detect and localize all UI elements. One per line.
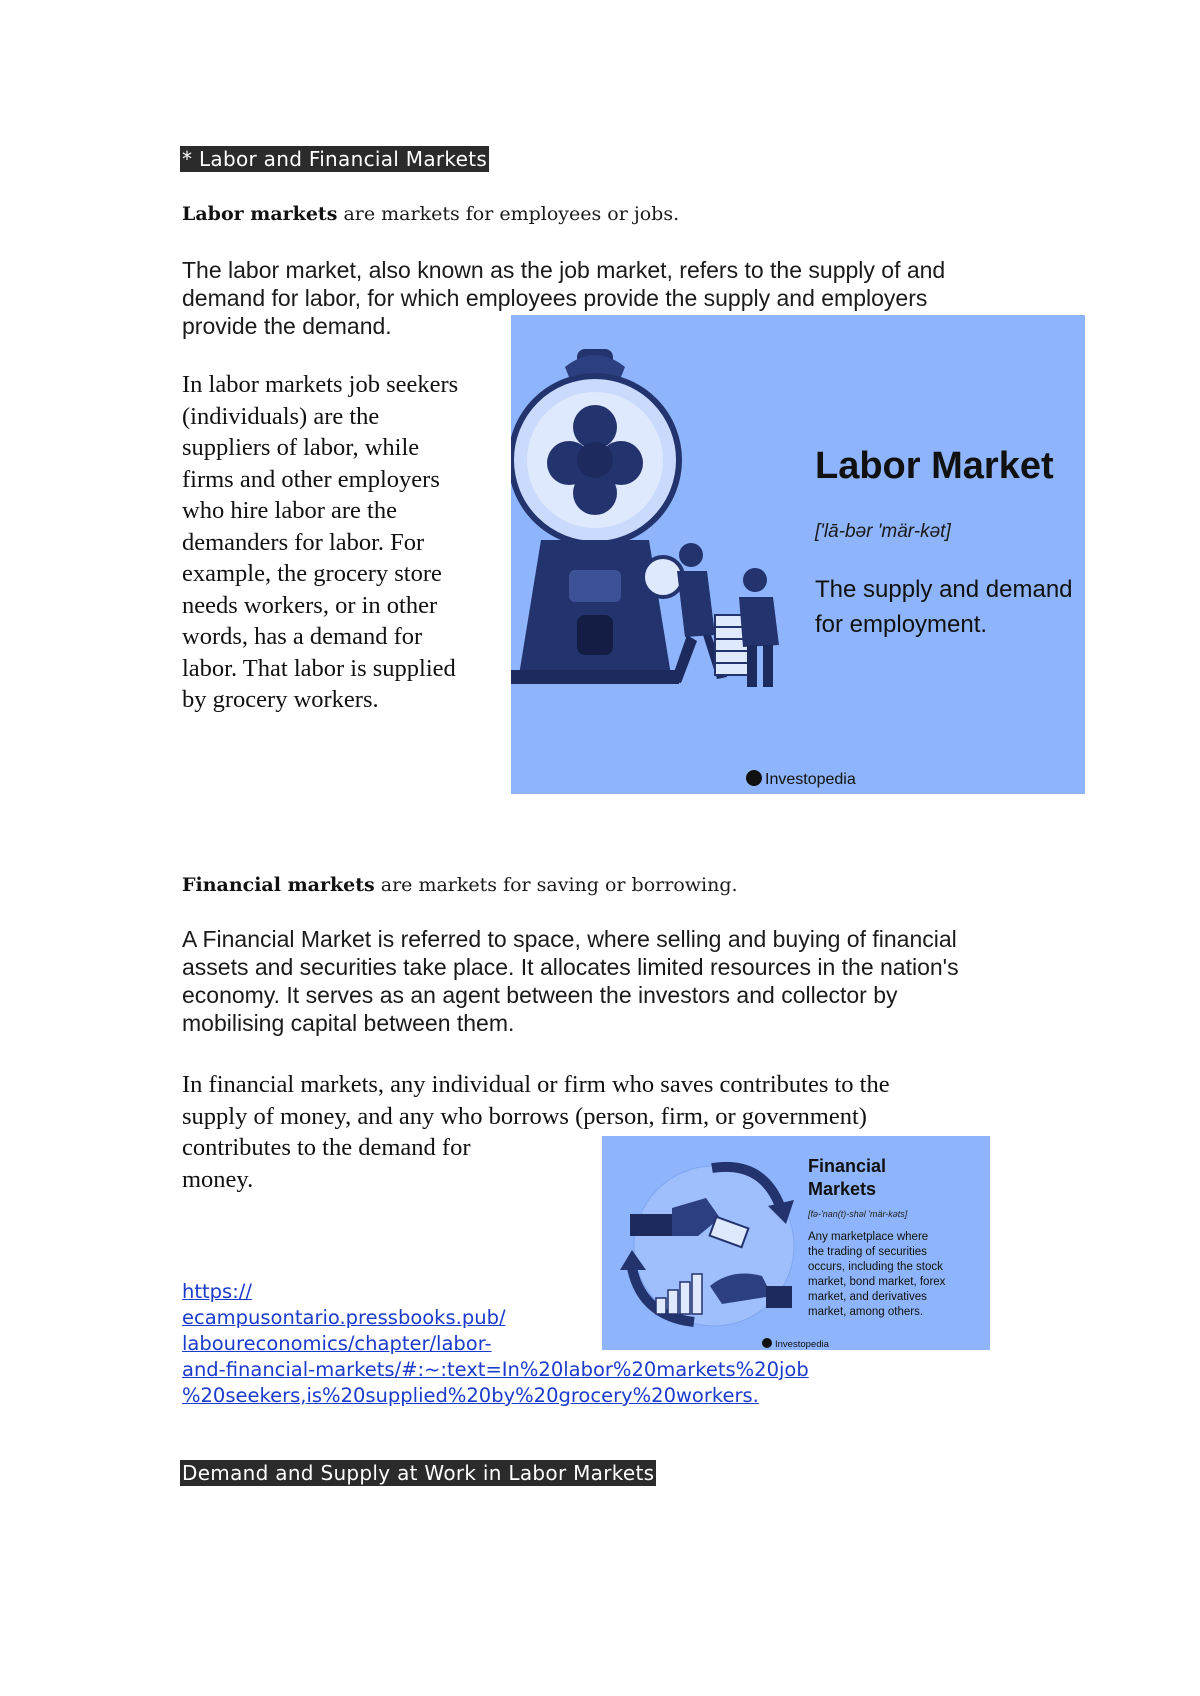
link-line[interactable]: and-financial-markets/#:~:text=In%20labor%20markets%20job (182, 1358, 809, 1381)
paragraph-line: suppliers of labor, while (182, 434, 420, 461)
link-line[interactable]: ecampusontario.pressbooks.pub/ (182, 1306, 506, 1329)
image-brand: Investopedia (775, 1339, 829, 1350)
paragraph-line: words, has a demand for (182, 623, 423, 650)
image-description-line: Any marketplace where (808, 1231, 929, 1243)
financial-market-paragraph (182, 925, 959, 1037)
image-title: Markets (808, 1179, 877, 1199)
section-heading-demand-supply: Demand and Supply at Work in Labor Markets (182, 1461, 655, 1485)
financial-markets-definition-text: are markets for saving or borrowing. (374, 874, 738, 896)
financial-markets-definition (182, 872, 738, 898)
labor-market-illustration (511, 315, 1085, 794)
paragraph-line: supply of money, and any who borrows (person, firm, or government) (182, 1102, 867, 1130)
image-description-line: market, among others. (808, 1306, 924, 1318)
image-title: Labor Market (815, 445, 1054, 487)
dollar-coin-icon (643, 557, 683, 597)
paragraph-line: demand for labor, for which employees provide the supply and employers (182, 285, 928, 311)
paragraph-line: The labor market, also known as the job market, refers to the supply of and (182, 257, 946, 283)
paragraph-line: A Financial Market is referred to space, where selling and buying of financial (182, 926, 957, 952)
link-line[interactable]: %20seekers,is%20supplied%20by%20grocery%20workers. (182, 1384, 759, 1407)
paragraph-line: (individuals) are the (182, 402, 380, 430)
link-line[interactable]: https:// (182, 1280, 252, 1303)
image-description-line: occurs, including the stock (808, 1261, 943, 1273)
paragraph-line: labor. That labor is supplied (182, 654, 456, 682)
labor-markets-term: Labor markets (182, 203, 338, 225)
financial-markets-term: Financial markets (182, 874, 375, 896)
paragraph-line: money. (182, 1165, 254, 1193)
image-pronunciation: [fə-'nan(t)-shəl 'mär-kəts] (808, 1209, 908, 1219)
image-description-line: market, and derivatives (808, 1291, 927, 1303)
image-description-line: for employment. (815, 611, 988, 638)
paragraph-line: firms and other employers (182, 465, 440, 493)
paragraph-line: who hire labor are the (182, 497, 397, 524)
paragraph-line: demanders for labor. For (182, 528, 425, 556)
image-title: Financial (808, 1156, 887, 1176)
image-description-line: The supply and demand (815, 576, 1073, 603)
paragraph-line: contributes to the demand for (182, 1134, 471, 1161)
investopedia-logo-icon (746, 770, 762, 786)
section-heading-labor-financial: * Labor and Financial Markets (182, 147, 488, 171)
image-description-line: market, bond market, forex (808, 1276, 946, 1288)
gumball-machine-icon (511, 349, 679, 684)
labor-example-paragraph (182, 369, 458, 716)
paragraph-line: In labor markets job seekers (182, 371, 459, 398)
source-link[interactable] (182, 1279, 809, 1409)
image-pronunciation: ['lā-bər 'mär-kət] (815, 521, 951, 542)
paragraph-line: mobilising capital between them. (182, 1010, 515, 1036)
labor-market-image (511, 315, 1085, 794)
paragraph-line: needs workers, or in other (182, 591, 438, 619)
image-brand: Investopedia (765, 771, 856, 788)
paragraph-line: provide the demand. (182, 313, 392, 339)
paragraph-line: by grocery workers. (182, 686, 379, 713)
labor-markets-definition (182, 201, 679, 227)
paragraph-line: economy. It serves as an agent between the investors and collector by (182, 982, 898, 1008)
labor-markets-definition-text: are markets for employees or jobs. (337, 203, 680, 225)
paragraph-line: In financial markets, any individual or firm who saves contributes to the (182, 1071, 890, 1098)
link-line[interactable]: laboureconomics/chapter/labor- (182, 1332, 492, 1355)
paragraph-line: example, the grocery store (182, 560, 442, 587)
paragraph-line: assets and securities take place. It allocates limited resources in the nation's (182, 954, 959, 980)
image-description-line: the trading of securities (808, 1246, 927, 1258)
